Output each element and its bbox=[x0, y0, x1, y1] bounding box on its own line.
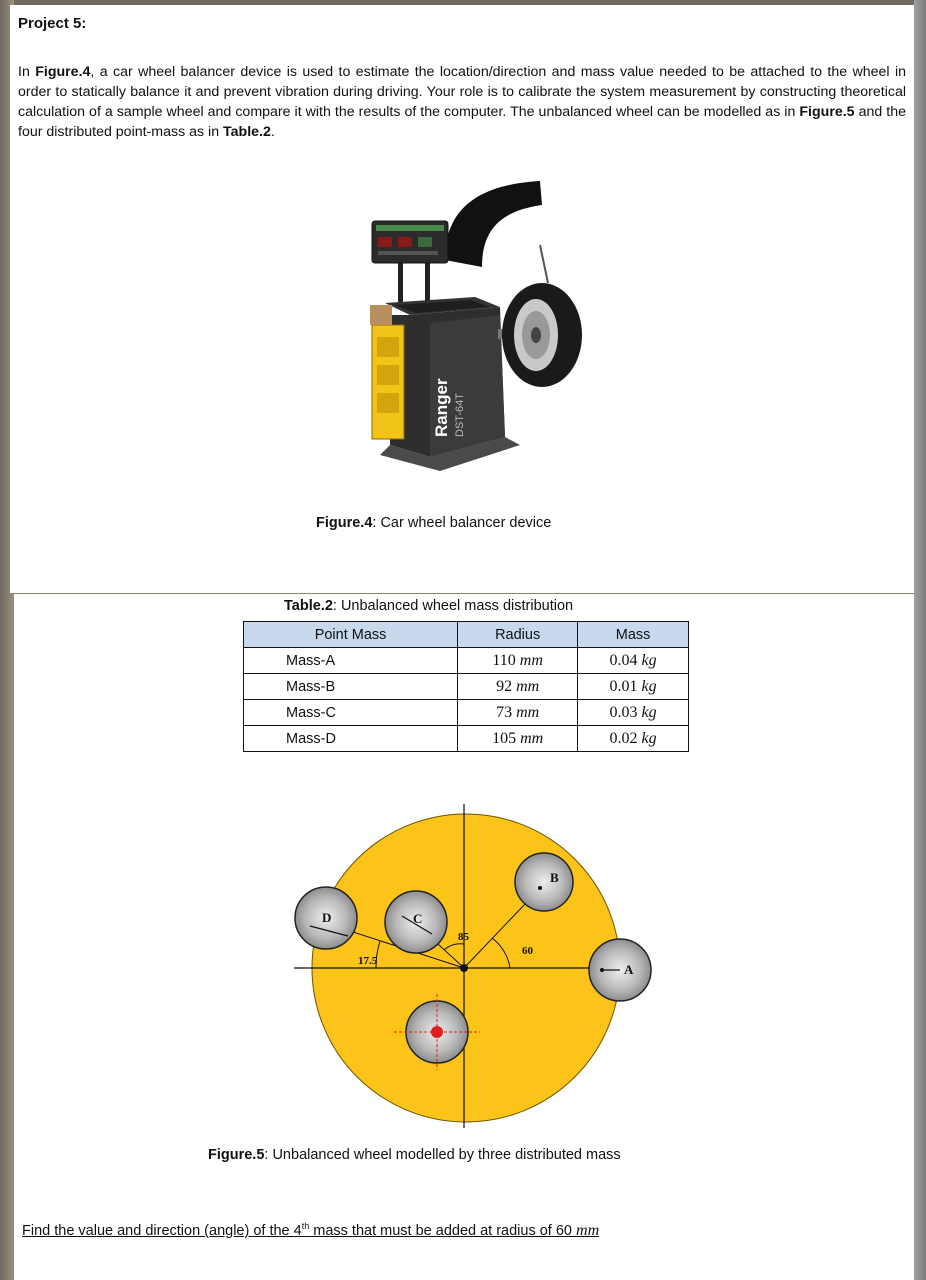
figure5-caption-text: : Unbalanced wheel modelled by three distributed mass bbox=[264, 1147, 621, 1163]
cell-mass: 0.03 kg bbox=[578, 700, 689, 726]
device-brand-text: Ranger bbox=[432, 378, 451, 437]
cell-mass: 0.01 kg bbox=[578, 674, 689, 700]
question-text: Find the value and direction (angle) of the 4th mass that must be added at radius of 60 mm bbox=[22, 1221, 600, 1239]
cell-name: Mass-C bbox=[244, 700, 458, 726]
document-page-bottom bbox=[14, 594, 914, 1280]
table-header-row bbox=[244, 622, 689, 648]
table-row bbox=[244, 674, 689, 700]
table-row bbox=[244, 726, 689, 752]
device-model-text: DST-64T bbox=[454, 392, 466, 437]
cell-radius: 105 mm bbox=[458, 726, 578, 752]
unbalanced-wheel-diagram bbox=[282, 798, 652, 1138]
intro-paragraph bbox=[18, 62, 906, 142]
cell-mass: 0.02 kg bbox=[578, 726, 689, 752]
angle-label-c: 17.5 bbox=[358, 955, 378, 967]
table2-caption-text: : Unbalanced wheel mass distribution bbox=[332, 598, 574, 614]
figure5-reference: Figure.5 bbox=[799, 104, 855, 120]
mass-c-marker bbox=[385, 891, 447, 953]
mass-label-b: B bbox=[550, 870, 559, 885]
mass-label-c: C bbox=[413, 911, 423, 926]
figure5-caption bbox=[208, 1147, 621, 1163]
cell-radius: 73 mm bbox=[458, 700, 578, 726]
mass-a-marker bbox=[589, 939, 651, 1001]
project-title: Project 5: bbox=[18, 15, 87, 32]
table2-caption bbox=[284, 598, 573, 614]
cell-name: Mass-D bbox=[244, 726, 458, 752]
mass-label-d: D bbox=[322, 910, 332, 925]
intro-text-1: In bbox=[18, 64, 36, 80]
cell-radius: 92 mm bbox=[458, 674, 578, 700]
mass-b-marker bbox=[515, 853, 573, 911]
angle-label-a: 60 bbox=[522, 945, 533, 957]
cell-mass: 0.04 kg bbox=[578, 648, 689, 674]
cell-name: Mass-A bbox=[244, 648, 458, 674]
document-page-top bbox=[10, 5, 914, 593]
mass-label-a: A bbox=[624, 962, 634, 977]
wheel-balancer-device-image bbox=[350, 175, 590, 475]
cell-name: Mass-B bbox=[244, 674, 458, 700]
figure4-label: Figure.4 bbox=[316, 515, 373, 531]
table2-label: Table.2 bbox=[284, 598, 333, 614]
table-row bbox=[244, 648, 689, 674]
cell-radius: 110 mm bbox=[458, 648, 578, 674]
header-mass: Mass bbox=[578, 622, 689, 648]
figure5-label: Figure.5 bbox=[208, 1147, 265, 1163]
intro-text-2: , a car wheel balancer device is used to estimate the location/direction and mass value needed to be attached to the wheel in order to statically balance it and prevent vibration during driving. Your role is to calibrate the system measurement by constructing theoretical calculation of a sample wheel and compare it with the results of the computer. The unbalanced wheel can be modelled as in bbox=[18, 64, 906, 120]
table-row bbox=[244, 700, 689, 726]
mass-distribution-table bbox=[243, 621, 689, 752]
photo-edge-right bbox=[914, 0, 926, 1280]
figure4-reference: Figure.4 bbox=[35, 64, 91, 80]
wheel-hood bbox=[445, 181, 542, 267]
intro-text-4: . bbox=[270, 124, 275, 140]
header-radius: Radius bbox=[458, 622, 578, 648]
figure4-caption-text: : Car wheel balancer device bbox=[372, 515, 552, 531]
intro-text-3: and the four distributed point-mass as in bbox=[18, 104, 906, 140]
table2-reference: Table.2 bbox=[223, 124, 271, 140]
header-point-mass: Point Mass bbox=[244, 622, 458, 648]
angle-label-b: 85 bbox=[458, 931, 469, 943]
figure4-caption bbox=[316, 515, 551, 531]
mass-d-marker bbox=[295, 887, 357, 949]
